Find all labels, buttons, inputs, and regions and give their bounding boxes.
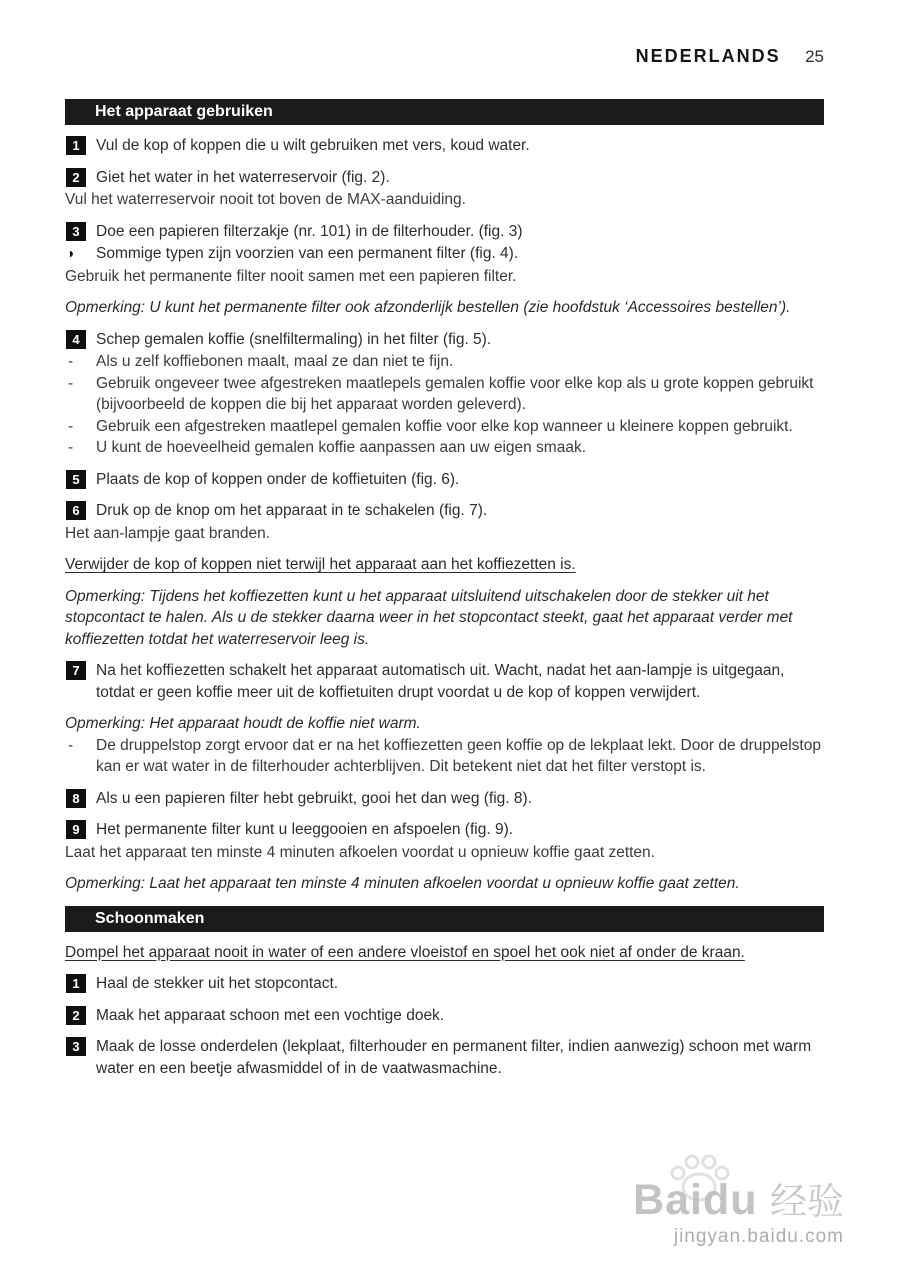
step-number-badge: 9 [66,820,86,839]
dash-bullet-icon: - [68,374,74,392]
step-number-badge: 3 [66,222,86,241]
baidu-watermark [633,1177,844,1248]
watermark-brand-line [633,1177,844,1224]
step-text: Doe een papieren filterzakje (nr. 101) in de filterhouder. (fig. 3) [96,222,523,240]
step-3-followup: Gebruik het permanente filter nooit samen met een papieren filter. [65,267,517,285]
dash-bullet-icon: - [68,353,74,370]
remark-cooldown: Opmerking: Laat het apparaat ten minste 4 minuten afkoelen voordat u opnieuw koffie gaat zetten. [65,875,740,892]
language-heading: NEDERLANDS [635,46,781,66]
step-number-badge: 4 [66,330,86,349]
watermark-brand-cn: 经验 [770,1180,844,1222]
watermark-url: jingyan.baidu.com [673,1226,844,1248]
step-text: Als u een papieren filter hebt gebruikt, gooi het dan weg (fig. 8). [96,789,532,807]
step-number-badge: 1 [66,136,86,155]
step-2-followup: Vul het waterreservoir nooit tot boven de MAX-aanduiding. [65,191,466,208]
usage-step-2 [65,167,824,189]
section-title: Het apparaat gebruiken [95,103,273,120]
page-number: 25 [805,47,824,66]
list-item-text: De druppelstop zorgt ervoor dat er na het koffiezetten geen koffie op de lekplaat lekt. Door de druppelstop kan er wat water in de filterhouder achterblijven. Dit betekent niet dat het filter verstopt is. [96,736,821,775]
list-item-text: Als u zelf koffiebonen maalt, maal ze dan niet te fijn. [96,353,454,370]
usage-step-7 [65,660,824,703]
list-item [65,351,824,373]
step-text: Giet het water in het waterreservoir (fig. 2). [96,168,390,186]
warning-do-not-immerse: Dompel het apparaat nooit in water of een andere vloeistof en spoel het ook niet af onder de kraan. [65,943,745,961]
baidu-paw-icon [664,1149,734,1209]
section-title: Schoonmaken [95,909,205,927]
usage-step-5 [65,469,824,491]
list-item [65,416,824,438]
section-header-cleaning [65,906,824,932]
dripstop-list [65,735,824,778]
step-6-followup: Het aan-lampje gaat branden. [65,524,271,542]
list-item [65,373,824,416]
step-text: Maak de losse onderdelen (lekplaat, filterhouder en permanent filter, indien aanwezig) schoon met warm water en een beetje afwasmiddel of in de vaatwasmachine. [96,1038,812,1077]
step-text: Vul de kop of koppen die u wilt gebruiken met vers, koud water. [96,137,530,154]
list-item [65,735,824,778]
step-number-badge: 2 [66,168,86,187]
step-4-dash-list [65,351,824,459]
usage-step-4 [65,329,824,351]
list-item [65,437,824,459]
step-number-badge: 3 [66,1037,86,1056]
usage-step-1 [65,135,824,157]
warning-do-not-remove-cups: Verwijder de kop of koppen niet terwijl het apparaat aan het koffiezetten is. [65,556,576,573]
cleaning-step-3 [65,1036,824,1079]
dash-bullet-icon: - [68,736,74,754]
step-number-badge: 7 [66,661,86,680]
step-number-badge: 2 [66,1006,86,1025]
step-text: Schep gemalen koffie (snelfiltermaling) in het filter (fig. 5). [96,330,492,348]
step-text: Het permanente filter kunt u leeggooien en afspoelen (fig. 9). [96,821,514,838]
usage-step-9 [65,819,824,841]
dash-bullet-icon: - [68,417,74,435]
half-circle-bullet-icon: ◗ [67,245,76,261]
step-text: Druk op de knop om het apparaat in te schakelen (fig. 7). [96,502,488,519]
list-item-text: Gebruik een afgestreken maatlepel gemalen koffie voor elke kop wanneer u kleinere koppen gebruikt. [96,417,793,435]
dash-bullet-icon: - [68,439,74,456]
usage-step-3 [65,221,824,243]
remark-unplug: Opmerking: Tijdens het koffiezetten kunt u het apparaat uitsluitend uitschakelen door de stekker uit het stopcontact te halen. Als u de stekker daarna weer in het stopcontact steekt, gaat het apparaat verder met koffiezetten totdat het waterreservoir leeg is. [65,587,793,648]
step-number-badge: 1 [66,974,86,993]
cleaning-step-2 [65,1005,824,1027]
list-item-text: U kunt de hoeveelheid gemalen koffie aanpassen aan uw eigen smaak. [96,439,587,456]
step-text: Maak het apparaat schoon met een vochtige doek. [96,1006,445,1024]
step-3-sub-bullet [65,243,824,265]
cleaning-step-1 [65,973,824,995]
remark-filter: Opmerking: U kunt het permanente filter ook afzonderlijk bestellen (zie hoofdstuk ‘Accessoires bestellen’). [65,299,791,316]
step-text: Na het koffiezetten schakelt het apparaat automatisch uit. Wacht, nadat het aan-lampje is uitgegaan, totdat er geen koffie meer uit de koffietuiten drupt voordat u de kop of koppen verwijdert. [96,662,785,701]
step-9-followup: Laat het apparaat ten minste 4 minuten afkoelen voordat u opnieuw koffie gaat zetten. [65,843,655,861]
step-text: Plaats de kop of koppen onder de koffietuiten (fig. 6). [96,470,460,488]
watermark-brand: Baidu [633,1175,758,1224]
page-content [65,99,824,1079]
step-number-badge: 5 [66,470,86,489]
step-text: Haal de stekker uit het stopcontact. [96,975,339,992]
usage-step-6 [65,500,824,522]
step-number-badge: 8 [66,789,86,808]
section-header-usage [65,99,824,125]
step-number-badge: 6 [66,501,86,520]
remark-no-keep-warm: Opmerking: Het apparaat houdt de koffie niet warm. [65,715,421,732]
list-item-text: Gebruik ongeveer twee afgestreken maatlepels gemalen koffie voor elke kop als u grote koppen gebruikt (bijvoorbeeld de koppen die bij het apparaat worden geleverd). [96,374,814,413]
bullet-text: Sommige typen zijn voorzien van een permanent filter (fig. 4). [96,245,519,262]
page-header [65,46,824,67]
usage-step-8 [65,788,824,810]
